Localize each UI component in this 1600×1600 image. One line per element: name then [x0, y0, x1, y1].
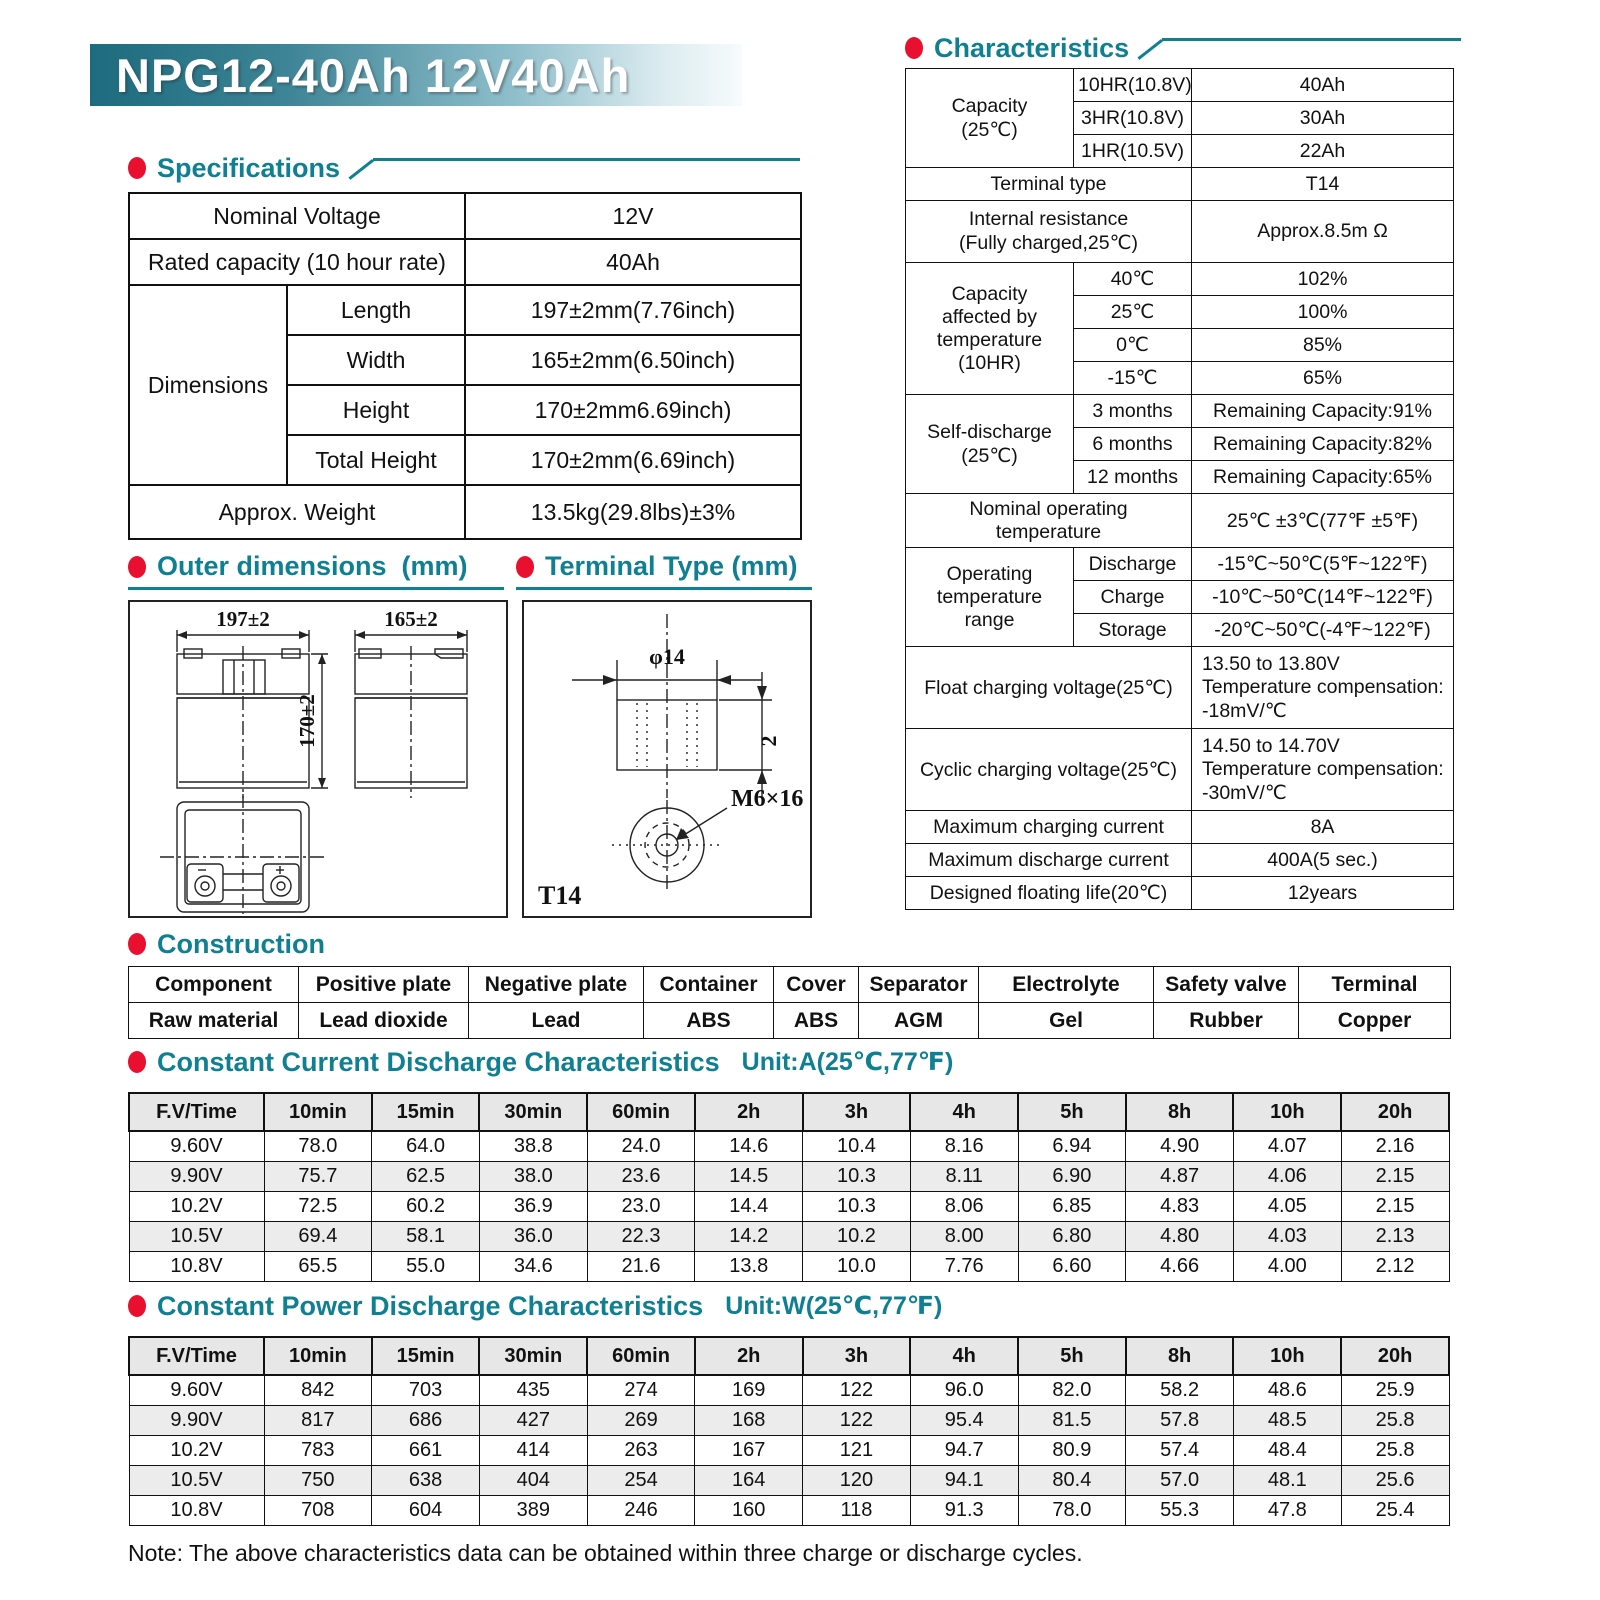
table-cell: 25.4	[1341, 1495, 1449, 1525]
table-cell: 122	[803, 1375, 911, 1405]
table-cell: 47.8	[1233, 1495, 1341, 1525]
table-row	[129, 1251, 1449, 1281]
char-sublabel: 40℃	[1074, 263, 1192, 296]
char-value: 40Ah	[1192, 69, 1454, 102]
table-cell: Copper	[1299, 1003, 1451, 1039]
table-cell: 8.06	[910, 1191, 1018, 1221]
char-label: Operating temperature range	[906, 548, 1074, 647]
char-sublabel: 25℃	[1074, 296, 1192, 329]
spec-value: 170±2mm(6.69inch)	[465, 435, 801, 485]
heading-rule	[350, 150, 800, 186]
char-value: 85%	[1192, 329, 1454, 362]
table-row	[129, 1003, 1451, 1039]
char-value: 12years	[1192, 877, 1454, 910]
char-value: 400A(5 sec.)	[1192, 844, 1454, 877]
char-label: Float charging voltage(25℃)	[906, 647, 1192, 729]
section-unit: Unit:W(25℃,77℉)	[725, 1292, 943, 1320]
dim-label-height: 170±2	[295, 694, 319, 748]
table-cell: 48.1	[1233, 1465, 1341, 1495]
table-cell: 75.7	[264, 1161, 372, 1191]
table-row	[129, 1435, 1449, 1465]
char-sublabel: 3 months	[1074, 395, 1192, 428]
table-header-row	[129, 967, 1451, 1003]
outer-dimensions-heading	[128, 550, 504, 590]
table-cell: 57.0	[1126, 1465, 1234, 1495]
table-cell: 60.2	[372, 1191, 480, 1221]
table-cell: 8.11	[910, 1161, 1018, 1191]
bullet-icon	[128, 157, 146, 179]
char-sublabel: Discharge	[1074, 548, 1192, 581]
column-header: F.V/Time	[129, 1093, 264, 1131]
table-cell: 750	[264, 1465, 372, 1495]
table-cell: 414	[479, 1435, 587, 1465]
char-sublabel: 10HR(10.8V)	[1074, 69, 1192, 102]
char-sublabel: 6 months	[1074, 428, 1192, 461]
table-cell: 14.6	[695, 1131, 803, 1161]
table-cell: Lead dioxide	[299, 1003, 469, 1039]
column-header: 2h	[695, 1337, 803, 1375]
battery-outline-drawing	[130, 602, 506, 916]
table-cell: 4.83	[1126, 1191, 1234, 1221]
constant-power-heading	[128, 1288, 1128, 1324]
title-banner	[90, 44, 742, 106]
table-cell: 661	[372, 1435, 480, 1465]
char-value: -15℃~50℃(5℉~122℉)	[1192, 548, 1454, 581]
column-header: 10min	[264, 1093, 372, 1131]
table-cell: 7.76	[910, 1251, 1018, 1281]
table-cell: AGM	[859, 1003, 979, 1039]
terminal-type-diagram	[522, 600, 812, 918]
table-cell: 817	[264, 1405, 372, 1435]
char-value: Remaining Capacity:82%	[1192, 428, 1454, 461]
table-cell: 10.5V	[129, 1465, 264, 1495]
table-cell: 8.16	[910, 1131, 1018, 1161]
table-row	[129, 1221, 1449, 1251]
table-cell: 10.4	[803, 1131, 911, 1161]
column-header: 20h	[1341, 1337, 1449, 1375]
section-title: Characteristics	[934, 32, 1130, 63]
char-sublabel: 1HR(10.5V)	[1074, 135, 1192, 168]
table-row	[129, 1465, 1449, 1495]
column-header: 10min	[264, 1337, 372, 1375]
column-header: 10h	[1233, 1337, 1341, 1375]
spec-value: 13.5kg(29.8lbs)±3%	[465, 485, 801, 539]
table-cell: 10.5V	[129, 1221, 264, 1251]
table-cell: 94.7	[910, 1435, 1018, 1465]
table-cell: 91.3	[910, 1495, 1018, 1525]
column-header: 8h	[1126, 1093, 1234, 1131]
spec-value: 165±2mm(6.50inch)	[465, 335, 801, 385]
table-cell: 81.5	[1018, 1405, 1126, 1435]
table-cell: 58.2	[1126, 1375, 1234, 1405]
table-cell: 57.8	[1126, 1405, 1234, 1435]
footer-note: Note: The above characteristics data can be obtained within three charge or discharge cycles.	[128, 1540, 1083, 1566]
table-cell: 24.0	[587, 1131, 695, 1161]
char-value: 13.50 to 13.80V Temperature compensation: -18mV/℃	[1192, 647, 1454, 729]
table-cell: 48.5	[1233, 1405, 1341, 1435]
bullet-icon	[516, 556, 534, 578]
table-cell: 435	[479, 1375, 587, 1405]
table-cell: 9.90V	[129, 1161, 264, 1191]
outer-dimensions-diagram	[128, 600, 508, 918]
table-cell: 2.15	[1341, 1191, 1449, 1221]
char-sublabel: -15℃	[1074, 362, 1192, 395]
column-header: 5h	[1018, 1093, 1126, 1131]
dim-label-height-2: 2	[756, 735, 781, 747]
spec-sublabel: Height	[287, 385, 465, 435]
char-sublabel: 0℃	[1074, 329, 1192, 362]
spec-value: 197±2mm(7.76inch)	[465, 285, 801, 335]
char-value: -20℃~50℃(-4℉~122℉)	[1192, 614, 1454, 647]
column-header: 3h	[803, 1337, 911, 1375]
table-row	[129, 1375, 1449, 1405]
char-value: Remaining Capacity:65%	[1192, 461, 1454, 494]
table-cell: 269	[587, 1405, 695, 1435]
table-cell: 82.0	[1018, 1375, 1126, 1405]
table-cell: 4.06	[1233, 1161, 1341, 1191]
table-cell: 10.8V	[129, 1495, 264, 1525]
table-cell: 842	[264, 1375, 372, 1405]
column-header: Separator	[859, 967, 979, 1003]
char-label: Self-discharge (25℃)	[906, 395, 1074, 494]
char-value: -10℃~50℃(14℉~122℉)	[1192, 581, 1454, 614]
table-cell: 427	[479, 1405, 587, 1435]
column-header: Electrolyte	[979, 967, 1154, 1003]
table-cell: 69.4	[264, 1221, 372, 1251]
table-cell: 10.0	[803, 1251, 911, 1281]
section-title: Construction	[157, 928, 325, 959]
table-cell: 6.80	[1018, 1221, 1126, 1251]
table-cell: 638	[372, 1465, 480, 1495]
column-header: 4h	[910, 1093, 1018, 1131]
page-title: NPG12-40Ah 12V40Ah	[116, 48, 631, 102]
table-cell: 6.94	[1018, 1131, 1126, 1161]
heading-rule	[1139, 30, 1461, 66]
constant-power-table	[128, 1336, 1450, 1526]
column-header: Container	[644, 967, 774, 1003]
table-cell: 78.0	[264, 1131, 372, 1161]
table-cell: 389	[479, 1495, 587, 1525]
char-value: 102%	[1192, 263, 1454, 296]
table-cell: 120	[803, 1465, 911, 1495]
table-cell: 2.13	[1341, 1221, 1449, 1251]
column-header: 8h	[1126, 1337, 1234, 1375]
table-cell: 4.87	[1126, 1161, 1234, 1191]
char-value: T14	[1192, 168, 1454, 201]
spec-label: Nominal Voltage	[129, 193, 465, 239]
table-cell: 96.0	[910, 1375, 1018, 1405]
table-cell: 604	[372, 1495, 480, 1525]
char-sublabel: Charge	[1074, 581, 1192, 614]
char-value: 22Ah	[1192, 135, 1454, 168]
char-label: Terminal type	[906, 168, 1192, 201]
column-header: 15min	[372, 1093, 480, 1131]
table-cell: 2.12	[1341, 1251, 1449, 1281]
table-cell: 160	[695, 1495, 803, 1525]
table-cell: 404	[479, 1465, 587, 1495]
table-cell: 169	[695, 1375, 803, 1405]
table-cell: 78.0	[1018, 1495, 1126, 1525]
char-value: Approx.8.5m Ω	[1192, 201, 1454, 263]
char-label: Nominal operating temperature	[906, 494, 1192, 548]
char-value: 14.50 to 14.70V Temperature compensation: -30mV/℃	[1192, 729, 1454, 811]
table-cell: 48.6	[1233, 1375, 1341, 1405]
specifications-heading	[128, 150, 800, 186]
table-cell: 94.1	[910, 1465, 1018, 1495]
char-label: Designed floating life(20℃)	[906, 877, 1192, 910]
table-cell: 6.60	[1018, 1251, 1126, 1281]
table-cell: 8.00	[910, 1221, 1018, 1251]
thread-label: M6×16	[731, 786, 804, 812]
char-sublabel: 3HR(10.8V)	[1074, 102, 1192, 135]
table-cell: 80.9	[1018, 1435, 1126, 1465]
table-cell: ABS	[644, 1003, 774, 1039]
table-cell: 38.8	[479, 1131, 587, 1161]
table-cell: 14.2	[695, 1221, 803, 1251]
spec-sublabel: Total Height	[287, 435, 465, 485]
column-header: Cover	[774, 967, 859, 1003]
table-cell: 22.3	[587, 1221, 695, 1251]
table-cell: 2.16	[1341, 1131, 1449, 1161]
table-cell: 10.8V	[129, 1251, 264, 1281]
table-cell: 36.0	[479, 1221, 587, 1251]
dim-label-front-width: 197±2	[216, 607, 270, 631]
column-header: 60min	[587, 1093, 695, 1131]
table-cell: 13.8	[695, 1251, 803, 1281]
dim-label-diameter: φ14	[649, 644, 685, 669]
table-row	[129, 1131, 1449, 1161]
specifications-table	[128, 192, 802, 540]
section-title: Outer dimensions (mm)	[157, 551, 468, 581]
table-cell: 783	[264, 1435, 372, 1465]
table-cell: 21.6	[587, 1251, 695, 1281]
table-cell: 6.90	[1018, 1161, 1126, 1191]
table-cell: 34.6	[479, 1251, 587, 1281]
table-cell: 65.5	[264, 1251, 372, 1281]
table-cell: 9.90V	[129, 1405, 264, 1435]
dim-label-side-width: 165±2	[384, 607, 438, 631]
table-cell: 23.0	[587, 1191, 695, 1221]
column-header: Terminal	[1299, 967, 1451, 1003]
construction-heading	[128, 926, 528, 962]
bullet-icon	[128, 556, 146, 578]
table-cell: 38.0	[479, 1161, 587, 1191]
constant-current-heading	[128, 1044, 1128, 1080]
table-cell: 80.4	[1018, 1465, 1126, 1495]
table-cell: 2.15	[1341, 1161, 1449, 1191]
bullet-icon	[128, 1051, 146, 1073]
spec-value: 12V	[465, 193, 801, 239]
constant-current-table	[128, 1092, 1450, 1282]
table-cell: 10.3	[803, 1161, 911, 1191]
spec-value: 40Ah	[465, 239, 801, 285]
column-header: 60min	[587, 1337, 695, 1375]
table-cell: ABS	[774, 1003, 859, 1039]
spec-sublabel: Length	[287, 285, 465, 335]
section-title: Constant Current Discharge Characteristics	[157, 1046, 720, 1077]
table-cell: 57.4	[1126, 1435, 1234, 1465]
section-title: Constant Power Discharge Characteristics	[157, 1290, 704, 1321]
spec-value: 170±2mm6.69inch)	[465, 385, 801, 435]
table-cell: 263	[587, 1435, 695, 1465]
char-value: 25℃ ±3℃(77℉ ±5℉)	[1192, 494, 1454, 548]
char-label: Maximum discharge current	[906, 844, 1192, 877]
table-cell: 10.2	[803, 1221, 911, 1251]
spec-label: Rated capacity (10 hour rate)	[129, 239, 465, 285]
table-row	[129, 1191, 1449, 1221]
table-cell: 14.5	[695, 1161, 803, 1191]
table-cell: 25.6	[1341, 1465, 1449, 1495]
terminal-drawing	[524, 602, 810, 916]
table-cell: 9.60V	[129, 1375, 264, 1405]
column-header: Positive plate	[299, 967, 469, 1003]
column-header: 4h	[910, 1337, 1018, 1375]
table-cell: 36.9	[479, 1191, 587, 1221]
table-cell: Rubber	[1154, 1003, 1299, 1039]
table-cell: 10.2V	[129, 1435, 264, 1465]
char-label: Capacity affected by temperature (10HR)	[906, 263, 1074, 395]
char-label: Maximum charging current	[906, 811, 1192, 844]
bullet-icon	[128, 1295, 146, 1317]
table-cell: 121	[803, 1435, 911, 1465]
table-cell: 246	[587, 1495, 695, 1525]
char-sublabel: 12 months	[1074, 461, 1192, 494]
section-title: Terminal Type (mm)	[545, 551, 798, 581]
column-header: 15min	[372, 1337, 480, 1375]
table-row	[129, 1405, 1449, 1435]
table-cell: Lead	[469, 1003, 644, 1039]
column-header: 10h	[1233, 1093, 1341, 1131]
char-label: Internal resistance (Fully charged,25℃)	[906, 201, 1192, 263]
table-cell: 64.0	[372, 1131, 480, 1161]
table-row	[129, 1495, 1449, 1525]
column-header: Safety valve	[1154, 967, 1299, 1003]
column-header: Component	[129, 967, 299, 1003]
spec-label: Approx. Weight	[129, 485, 465, 539]
table-cell: 9.60V	[129, 1131, 264, 1161]
table-header-row	[129, 1337, 1449, 1375]
section-unit: Unit:A(25℃,77℉)	[741, 1048, 954, 1076]
characteristics-table	[905, 68, 1454, 910]
bullet-icon	[128, 933, 146, 955]
table-cell: 55.0	[372, 1251, 480, 1281]
table-cell: 4.80	[1126, 1221, 1234, 1251]
char-value: 65%	[1192, 362, 1454, 395]
table-cell: 686	[372, 1405, 480, 1435]
construction-table	[128, 966, 1451, 1039]
table-cell: 4.05	[1233, 1191, 1341, 1221]
table-cell: 4.90	[1126, 1131, 1234, 1161]
table-cell: 25.8	[1341, 1435, 1449, 1465]
char-value: 30Ah	[1192, 102, 1454, 135]
column-header: 3h	[803, 1093, 911, 1131]
characteristics-heading	[905, 30, 1461, 66]
table-cell: 274	[587, 1375, 695, 1405]
table-cell: 25.8	[1341, 1405, 1449, 1435]
column-header: 2h	[695, 1093, 803, 1131]
table-cell: 95.4	[910, 1405, 1018, 1435]
table-cell: 708	[264, 1495, 372, 1525]
column-header: 30min	[479, 1337, 587, 1375]
table-cell: 14.4	[695, 1191, 803, 1221]
spec-sublabel: Width	[287, 335, 465, 385]
table-cell: 48.4	[1233, 1435, 1341, 1465]
table-cell: 4.07	[1233, 1131, 1341, 1161]
char-sublabel: Storage	[1074, 614, 1192, 647]
char-value: 100%	[1192, 296, 1454, 329]
table-cell: Raw material	[129, 1003, 299, 1039]
table-cell: 167	[695, 1435, 803, 1465]
column-header: 5h	[1018, 1337, 1126, 1375]
table-cell: 164	[695, 1465, 803, 1495]
column-header: 30min	[479, 1093, 587, 1131]
terminal-type-label: T14	[538, 881, 582, 910]
table-cell: 62.5	[372, 1161, 480, 1191]
table-header-row	[129, 1093, 1449, 1131]
table-cell: 25.9	[1341, 1375, 1449, 1405]
table-cell: 168	[695, 1405, 803, 1435]
table-cell: 4.66	[1126, 1251, 1234, 1281]
table-cell: 4.03	[1233, 1221, 1341, 1251]
table-cell: 72.5	[264, 1191, 372, 1221]
table-cell: 55.3	[1126, 1495, 1234, 1525]
table-cell: 10.2V	[129, 1191, 264, 1221]
table-row	[129, 1161, 1449, 1191]
column-header: Negative plate	[469, 967, 644, 1003]
char-value: Remaining Capacity:91%	[1192, 395, 1454, 428]
table-cell: 6.85	[1018, 1191, 1126, 1221]
char-label: Capacity (25℃)	[906, 69, 1074, 168]
column-header: 20h	[1341, 1093, 1449, 1131]
table-cell: 703	[372, 1375, 480, 1405]
section-title: Specifications	[157, 152, 341, 183]
table-cell: 254	[587, 1465, 695, 1495]
table-cell: 10.3	[803, 1191, 911, 1221]
table-cell: Gel	[979, 1003, 1154, 1039]
column-header: F.V/Time	[129, 1337, 264, 1375]
table-cell: 4.00	[1233, 1251, 1341, 1281]
table-cell: 122	[803, 1405, 911, 1435]
table-cell: 118	[803, 1495, 911, 1525]
spec-label-dimensions: Dimensions	[129, 285, 287, 485]
bullet-icon	[905, 37, 923, 59]
table-cell: 23.6	[587, 1161, 695, 1191]
table-cell: 58.1	[372, 1221, 480, 1251]
char-label: Cyclic charging voltage(25℃)	[906, 729, 1192, 811]
char-value: 8A	[1192, 811, 1454, 844]
terminal-type-heading	[516, 550, 812, 590]
